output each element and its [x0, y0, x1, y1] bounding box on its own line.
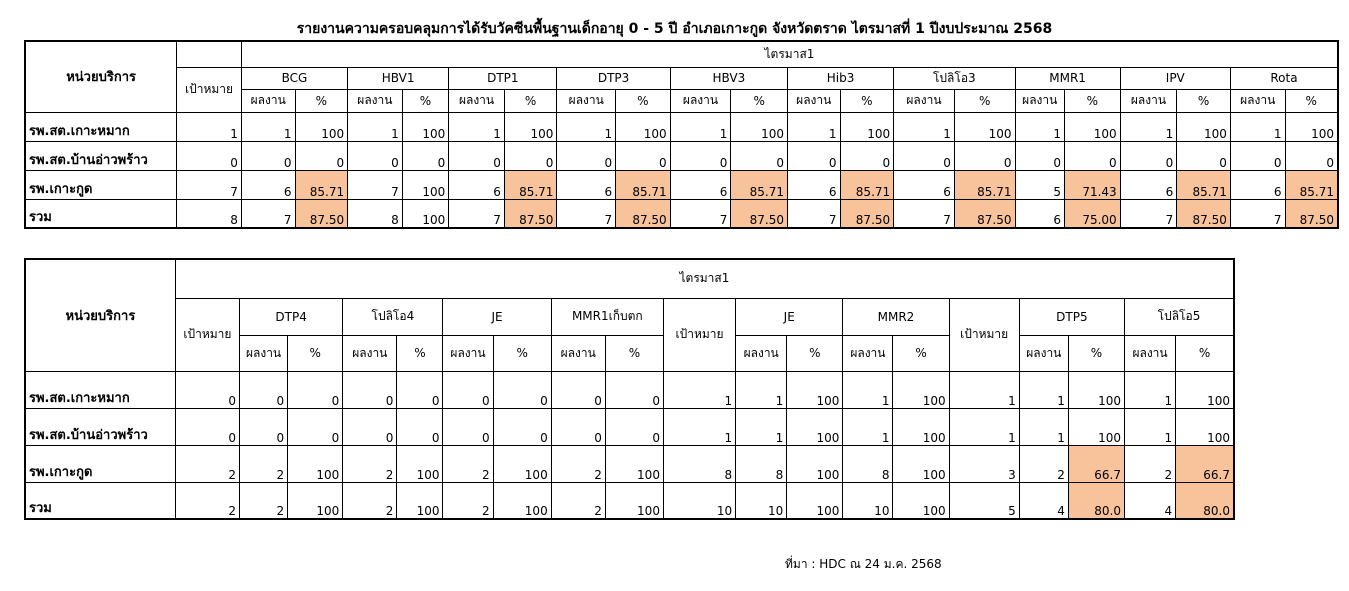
source-note: ที่มา : HDC ณ 24 ม.ค. 2568	[785, 557, 942, 571]
work-value: 2	[343, 445, 397, 482]
work-value: 2	[343, 482, 397, 519]
work-value: 0	[240, 408, 288, 445]
work-header: ผลงาน	[443, 335, 493, 371]
work-value: 6	[241, 170, 295, 199]
percent-value: 100	[616, 112, 671, 141]
work-value: 6	[1015, 199, 1065, 228]
percent-value: 100	[1068, 371, 1124, 408]
vaccine-header: BCG	[241, 67, 347, 89]
work-header: ผลงาน	[894, 89, 955, 112]
percent-header: %	[893, 335, 949, 371]
unit-name: รวม	[25, 199, 177, 228]
work-value: 4	[1124, 482, 1175, 519]
report-title: รายงานความครอบคลุมการได้รับวัคซีนพื้นฐานเด็กอายุ 0 - 5 ปี อำเภอเกาะกูด จังหวัดตราด ไตรมาสที่ 1 ปีงบประมาณ 2568	[296, 21, 1053, 37]
table-row	[25, 371, 1234, 408]
percent-header: %	[731, 89, 788, 112]
work-value: 0	[1015, 141, 1065, 170]
work-value: 0	[443, 371, 493, 408]
percent-value: 87.50	[504, 199, 557, 228]
percent-header: %	[1285, 89, 1338, 112]
percent-value: 87.50	[731, 199, 788, 228]
percent-value: 100	[397, 445, 443, 482]
quarter-header: ไตรมาส1	[175, 259, 1234, 298]
work-value: 2	[443, 445, 493, 482]
percent-value: 0	[288, 408, 343, 445]
percent-value: 85.71	[504, 170, 557, 199]
work-value: 1	[736, 408, 787, 445]
work-header: ผลงาน	[670, 89, 731, 112]
table-row	[25, 170, 1338, 199]
blank-header-cell	[177, 41, 242, 67]
work-value: 8	[348, 199, 403, 228]
work-value: 7	[670, 199, 731, 228]
vaccine-header: DTP1	[449, 67, 557, 89]
unit-name: รพ.เกาะกูด	[25, 445, 175, 482]
vaccine-header: HBV3	[670, 67, 787, 89]
work-value: 6	[557, 170, 616, 199]
target-header: เป้าหมาย	[949, 298, 1019, 371]
percent-value: 100	[1177, 112, 1231, 141]
work-header: ผลงาน	[241, 89, 295, 112]
work-header: ผลงาน	[1120, 89, 1177, 112]
work-value: 0	[343, 371, 397, 408]
percent-value: 100	[493, 482, 551, 519]
target-value: 5	[949, 482, 1019, 519]
work-header: ผลงาน	[736, 335, 787, 371]
percent-value: 0	[1065, 141, 1121, 170]
percent-header: %	[605, 335, 663, 371]
work-value: 0	[1120, 141, 1177, 170]
vaccine-header: MMR1เก็บตก	[551, 298, 663, 335]
work-value: 7	[894, 199, 955, 228]
percent-header: %	[1176, 335, 1234, 371]
target-value: 8	[177, 199, 242, 228]
work-value: 6	[894, 170, 955, 199]
target-value: 1	[949, 371, 1019, 408]
percent-value: 100	[288, 482, 343, 519]
unit-name: รพ.สต.บ้านอ่าวพร้าว	[25, 141, 177, 170]
percent-header: %	[616, 89, 671, 112]
percent-value: 85.71	[954, 170, 1015, 199]
work-value: 1	[670, 112, 731, 141]
vaccine-header: IPV	[1120, 67, 1230, 89]
vaccine-header: DTP5	[1019, 298, 1124, 335]
percent-header: %	[397, 335, 443, 371]
percent-value: 0	[616, 141, 671, 170]
work-header: ผลงาน	[1015, 89, 1065, 112]
work-header: ผลงาน	[449, 89, 505, 112]
work-value: 7	[241, 199, 295, 228]
work-value: 2	[240, 445, 288, 482]
coverage-table-1	[24, 40, 1339, 229]
table-row	[25, 482, 1234, 519]
percent-value: 87.50	[1285, 199, 1338, 228]
work-value: 1	[787, 112, 840, 141]
work-value: 0	[551, 408, 605, 445]
work-value: 0	[443, 408, 493, 445]
work-value: 0	[894, 141, 955, 170]
work-value: 6	[1230, 170, 1285, 199]
work-value: 0	[240, 371, 288, 408]
target-value: 8	[663, 445, 735, 482]
percent-value: 87.50	[295, 199, 348, 228]
percent-value: 80.0	[1068, 482, 1124, 519]
work-header: ผลงาน	[343, 335, 397, 371]
percent-value: 66.7	[1068, 445, 1124, 482]
target-value: 0	[177, 141, 242, 170]
target-value: 2	[175, 445, 239, 482]
vaccine-header: Hib3	[787, 67, 893, 89]
work-value: 6	[449, 170, 505, 199]
vaccine-header: โปลิโอ5	[1124, 298, 1234, 335]
percent-header: %	[504, 89, 557, 112]
vaccine-header: DTP3	[557, 67, 670, 89]
percent-value: 0	[402, 141, 449, 170]
vaccine-header: โปลิโอ3	[894, 67, 1015, 89]
work-value: 1	[1230, 112, 1285, 141]
work-value: 1	[1124, 371, 1175, 408]
work-value: 1	[736, 371, 787, 408]
work-value: 6	[787, 170, 840, 199]
percent-value: 100	[787, 445, 843, 482]
percent-header: %	[402, 89, 449, 112]
unit-name: รพ.สต.เกาะหมาก	[25, 371, 175, 408]
work-value: 0	[241, 141, 295, 170]
percent-value: 0	[605, 371, 663, 408]
percent-value: 85.71	[295, 170, 348, 199]
work-value: 1	[449, 112, 505, 141]
work-value: 2	[551, 445, 605, 482]
percent-value: 71.43	[1065, 170, 1121, 199]
work-header: ผลงาน	[557, 89, 616, 112]
percent-value: 0	[397, 371, 443, 408]
target-header: เป้าหมาย	[663, 298, 735, 371]
percent-value: 85.71	[840, 170, 894, 199]
percent-value: 80.0	[1176, 482, 1234, 519]
percent-header: %	[954, 89, 1015, 112]
unit-header: หน่วยบริการ	[25, 41, 177, 112]
vaccine-header: Rota	[1230, 67, 1338, 89]
work-value: 8	[736, 445, 787, 482]
work-value: 7	[1120, 199, 1177, 228]
work-value: 1	[1019, 371, 1068, 408]
table-row	[25, 141, 1338, 170]
percent-value: 100	[787, 482, 843, 519]
percent-header: %	[1065, 89, 1121, 112]
percent-value: 85.71	[1177, 170, 1231, 199]
work-value: 2	[443, 482, 493, 519]
percent-value: 0	[731, 141, 788, 170]
percent-value: 87.50	[1177, 199, 1231, 228]
unit-name: รวม	[25, 482, 175, 519]
vaccine-header: HBV1	[348, 67, 449, 89]
work-value: 1	[557, 112, 616, 141]
work-value: 10	[843, 482, 893, 519]
percent-value: 100	[787, 408, 843, 445]
percent-header: %	[295, 89, 348, 112]
work-header: ผลงาน	[787, 89, 840, 112]
percent-header: %	[840, 89, 894, 112]
target-value: 1	[949, 408, 1019, 445]
percent-value: 100	[295, 112, 348, 141]
percent-value: 0	[840, 141, 894, 170]
vaccine-header: DTP4	[240, 298, 343, 335]
percent-value: 100	[954, 112, 1015, 141]
work-value: 1	[1124, 408, 1175, 445]
work-value: 1	[843, 408, 893, 445]
target-value: 0	[175, 371, 239, 408]
target-value: 7	[177, 170, 242, 199]
work-value: 8	[843, 445, 893, 482]
target-value: 0	[175, 408, 239, 445]
percent-value: 66.7	[1176, 445, 1234, 482]
percent-value: 0	[1177, 141, 1231, 170]
work-value: 2	[551, 482, 605, 519]
percent-value: 100	[893, 445, 949, 482]
work-value: 6	[1120, 170, 1177, 199]
target-value: 3	[949, 445, 1019, 482]
percent-value: 100	[1176, 371, 1234, 408]
vaccine-header: JE	[443, 298, 551, 335]
work-value: 2	[240, 482, 288, 519]
percent-value: 75.00	[1065, 199, 1121, 228]
percent-value: 100	[1285, 112, 1338, 141]
percent-header: %	[787, 335, 843, 371]
work-value: 10	[736, 482, 787, 519]
work-value: 0	[551, 371, 605, 408]
work-value: 7	[348, 170, 403, 199]
percent-value: 100	[397, 482, 443, 519]
percent-value: 0	[954, 141, 1015, 170]
percent-value: 100	[787, 371, 843, 408]
percent-value: 0	[493, 371, 551, 408]
percent-value: 85.71	[1285, 170, 1338, 199]
unit-name: รพ.เกาะกูด	[25, 170, 177, 199]
work-value: 1	[1120, 112, 1177, 141]
percent-value: 0	[504, 141, 557, 170]
percent-value: 100	[402, 112, 449, 141]
table-row	[25, 445, 1234, 482]
percent-value: 0	[288, 371, 343, 408]
percent-header: %	[493, 335, 551, 371]
percent-value: 100	[893, 482, 949, 519]
table-row	[25, 112, 1338, 141]
percent-value: 100	[1068, 408, 1124, 445]
unit-name: รพ.สต.บ้านอ่าวพร้าว	[25, 408, 175, 445]
work-header: ผลงาน	[1124, 335, 1175, 371]
percent-value: 100	[840, 112, 894, 141]
work-value: 0	[1230, 141, 1285, 170]
quarter-header: ไตรมาส1	[241, 41, 1338, 67]
work-value: 1	[348, 112, 403, 141]
work-value: 1	[1015, 112, 1065, 141]
target-value: 2	[175, 482, 239, 519]
percent-value: 87.50	[616, 199, 671, 228]
work-value: 1	[894, 112, 955, 141]
work-value: 2	[1124, 445, 1175, 482]
work-value: 4	[1019, 482, 1068, 519]
work-value: 7	[557, 199, 616, 228]
vaccine-header: โปลิโอ4	[343, 298, 443, 335]
work-value: 0	[670, 141, 731, 170]
work-value: 1	[843, 371, 893, 408]
percent-value: 85.71	[731, 170, 788, 199]
percent-value: 0	[1285, 141, 1338, 170]
vaccine-header: JE	[736, 298, 843, 335]
unit-header: หน่วยบริการ	[25, 259, 175, 371]
work-value: 0	[557, 141, 616, 170]
work-value: 5	[1015, 170, 1065, 199]
percent-value: 100	[893, 408, 949, 445]
work-value: 0	[348, 141, 403, 170]
table-row	[25, 199, 1338, 228]
percent-value: 85.71	[616, 170, 671, 199]
target-value: 1	[663, 408, 735, 445]
target-value: 1	[663, 371, 735, 408]
percent-header: %	[1068, 335, 1124, 371]
work-value: 7	[787, 199, 840, 228]
work-header: ผลงาน	[1019, 335, 1068, 371]
percent-value: 100	[402, 170, 449, 199]
percent-value: 100	[493, 445, 551, 482]
percent-value: 0	[397, 408, 443, 445]
percent-value: 100	[1065, 112, 1121, 141]
percent-value: 100	[504, 112, 557, 141]
work-value: 0	[343, 408, 397, 445]
unit-name: รพ.สต.เกาะหมาก	[25, 112, 177, 141]
target-value: 10	[663, 482, 735, 519]
table-row	[25, 408, 1234, 445]
work-header: ผลงาน	[551, 335, 605, 371]
work-value: 7	[1230, 199, 1285, 228]
percent-value: 0	[605, 408, 663, 445]
percent-value: 100	[288, 445, 343, 482]
work-value: 1	[241, 112, 295, 141]
work-header: ผลงาน	[843, 335, 893, 371]
work-header: ผลงาน	[348, 89, 403, 112]
work-value: 1	[1019, 408, 1068, 445]
target-header: เป้าหมาย	[175, 298, 239, 371]
percent-value: 87.50	[840, 199, 894, 228]
work-header: ผลงาน	[240, 335, 288, 371]
percent-value: 100	[605, 482, 663, 519]
percent-value: 100	[605, 445, 663, 482]
percent-header: %	[288, 335, 343, 371]
work-value: 0	[449, 141, 505, 170]
vaccine-header: MMR1	[1015, 67, 1120, 89]
percent-value: 100	[731, 112, 788, 141]
percent-value: 100	[893, 371, 949, 408]
percent-value: 0	[493, 408, 551, 445]
percent-header: %	[1177, 89, 1231, 112]
work-value: 0	[787, 141, 840, 170]
work-value: 7	[449, 199, 505, 228]
work-value: 2	[1019, 445, 1068, 482]
percent-value: 0	[295, 141, 348, 170]
work-value: 6	[670, 170, 731, 199]
target-header: เป้าหมาย	[177, 67, 242, 112]
coverage-table-2	[24, 258, 1235, 520]
percent-value: 100	[1176, 408, 1234, 445]
percent-value: 87.50	[954, 199, 1015, 228]
percent-value: 100	[402, 199, 449, 228]
work-header: ผลงาน	[1230, 89, 1285, 112]
target-value: 1	[177, 112, 242, 141]
vaccine-header: MMR2	[843, 298, 949, 335]
